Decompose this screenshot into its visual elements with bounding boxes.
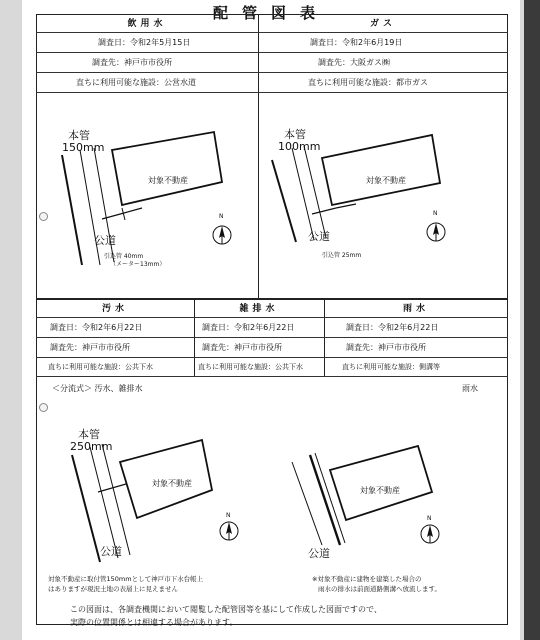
sewer-property-label: 対象不動産 bbox=[152, 479, 192, 488]
gas-property bbox=[322, 135, 440, 205]
footer-line2: 実際の位置関係とは相違する場合があります。 bbox=[70, 618, 238, 627]
gas-north-label: N bbox=[433, 210, 438, 217]
sewer-main-label: 本管 bbox=[78, 428, 100, 441]
misc-header: 雑排水 bbox=[194, 300, 324, 318]
gas-facility: 直ちに利用可能な施設：都市ガス bbox=[258, 73, 508, 93]
water-main-size: 150mm bbox=[62, 141, 105, 154]
rain-north-label: N bbox=[427, 515, 432, 522]
note-right-line2: 雨水の排水は前面道路側溝へ放流します。 bbox=[318, 585, 441, 593]
sewer-main-size: 250mm bbox=[70, 440, 113, 453]
right-caption: 雨水 bbox=[462, 384, 478, 393]
gas-header: ガス bbox=[258, 15, 508, 33]
water-main-label: 本管 bbox=[68, 129, 90, 142]
water-header: 飲用水 bbox=[36, 15, 258, 33]
water-lead-label: 引込管 40mm bbox=[104, 253, 144, 260]
water-north-label: N bbox=[219, 213, 224, 220]
sewage-dest: 調査先：神戸市市役所 bbox=[36, 338, 194, 358]
gas-date: 調査日：令和2年6月19日 bbox=[258, 33, 508, 53]
gas-main-pipe bbox=[272, 160, 296, 242]
footer-line1: この図面は、各調査機関において閲覧した配管図等を基にして作成した図面ですので、 bbox=[70, 605, 382, 614]
sewage-header: 汚水 bbox=[36, 300, 194, 318]
sewage-facility: 直ちに利用可能な施設：公共下水 bbox=[36, 358, 194, 377]
viewer-scroll-edge[interactable] bbox=[524, 0, 540, 640]
note-left-line1: 対象不動産に取付管150mmとして神戸市下水台帳上 bbox=[48, 575, 204, 583]
misc-dest: 調査先：神戸市市役所 bbox=[194, 338, 324, 358]
rain-dest: 調査先：神戸市市役所 bbox=[324, 338, 508, 358]
rain-date: 調査日：令和2年6月22日 bbox=[324, 318, 508, 338]
gas-road-edge bbox=[292, 148, 314, 240]
gas-lead-label: 引込管 25mm bbox=[322, 252, 362, 259]
document-title: 配管図表 bbox=[212, 4, 329, 22]
water-property bbox=[112, 132, 222, 205]
rain-header: 雨水 bbox=[324, 300, 508, 318]
rain-facility: 直ちに利用可能な施設：側溝等 bbox=[324, 358, 508, 377]
rain-road-label: 公道 bbox=[308, 547, 330, 560]
sewage-date: 調査日：令和2年6月22日 bbox=[36, 318, 194, 338]
gas-dest: 調査先：大阪ガス㈱ bbox=[258, 53, 508, 73]
misc-facility: 直ちに利用可能な施設：公共下水 bbox=[194, 358, 324, 377]
water-property-label: 対象不動産 bbox=[148, 176, 188, 185]
water-facility: 直ちに利用可能な施設：公営水道 bbox=[36, 73, 258, 93]
water-main-pipe bbox=[62, 155, 82, 265]
document-page bbox=[22, 0, 520, 640]
gas-road-label: 公道 bbox=[308, 230, 330, 243]
sewer-north-label: N bbox=[226, 512, 231, 519]
misc-date: 調査日：令和2年6月22日 bbox=[194, 318, 324, 338]
water-date: 調査日：令和2年5月15日 bbox=[36, 33, 258, 53]
water-road-label: 公道 bbox=[94, 234, 116, 247]
note-right-line1: ※対象不動産に建物を建築した場合の bbox=[312, 575, 422, 583]
gas-lead-pipe bbox=[312, 208, 336, 214]
water-dest: 調査先：神戸市市役所 bbox=[36, 53, 258, 73]
gas-main-label: 本管 bbox=[284, 128, 306, 141]
sewer-road-label: 公道 bbox=[100, 545, 122, 558]
gas-main-size: 100mm bbox=[278, 140, 321, 153]
rain-property-label: 対象不動産 bbox=[360, 486, 400, 495]
left-caption: ＜分流式＞ 汚水、雑排水 bbox=[52, 384, 143, 393]
water-meter-label: （メーター13mm） bbox=[110, 261, 166, 268]
note-left-line2: はありますが現況土地の表層上に見えません bbox=[48, 585, 178, 593]
gas-property-label: 対象不動産 bbox=[366, 176, 406, 185]
